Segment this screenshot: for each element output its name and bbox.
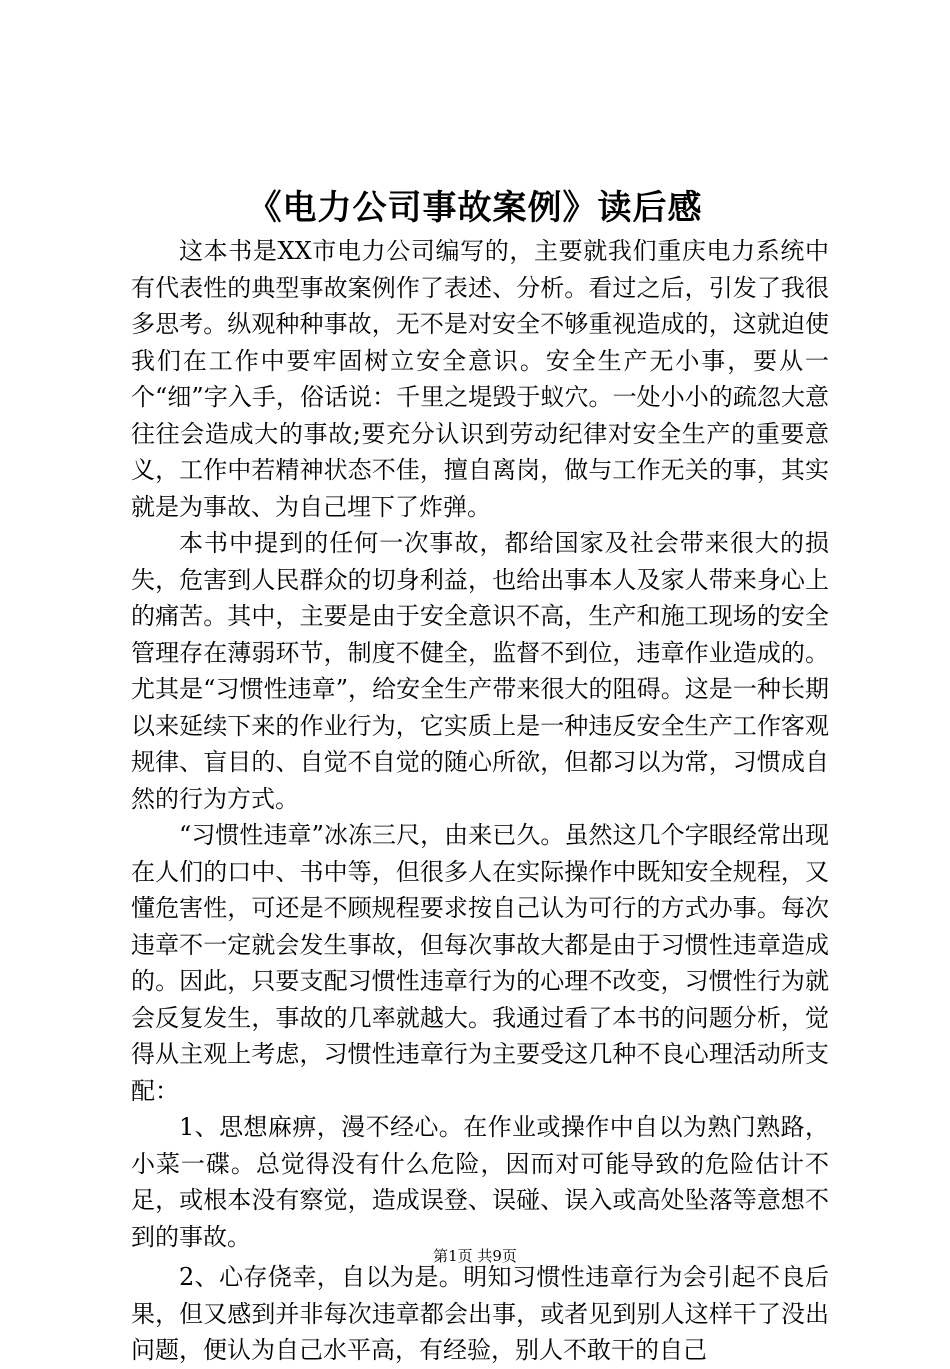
body-paragraph: 这本书是XX市电力公司编写的，主要就我们重庆电力系统中有代表性的典型事故案例作了表述、分析。看过之后，引发了我很多思考。纵观种种事故，无不是对安全不够重视造成的，这就迫使我们在工作中要牢固树立安全意识。安全生产无小事，要从一个“细”字入手，俗话说：千里之堤毁于蚁穴。一处小小的疏忽大意往往会造成大的事故;要充分认识到劳动纪律对安全生产的重要意义，工作中若精神状态不佳，擅自离岗，做与工作无关的事，其实就是为事故、为自己埋下了炸弹。 [131, 237, 829, 521]
document-title: 《电力公司事故案例》读后感 [247, 188, 703, 228]
body-paragraph: “习惯性违章”冰冻三尺，由来已久。虽然这几个字眼经常出现在人们的口中、书中等，但很多人在实际操作中既知安全规程，又懂危害性，可还是不顾规程要求按自己认为可行的方式办事。每次违章不一定就会发生事故，但每次事故大都是由于习惯性违章造成的。因此，只要支配习惯性违章行为的心理不改变，习惯性行为就会反复发生，事故的几率就越大。我通过看了本书的问题分析，觉得从主观上考虑，习惯性违章行为主要受这几种不良心理活动所支配： [131, 821, 829, 1105]
document-body [131, 233, 829, 1369]
list-item-paragraph: 1、思想麻痹，漫不经心。在作业或操作中自以为熟门熟路，小菜一碟。总觉得没有什么危险，因而对可能导致的危险估计不足，或根本没有察觉，造成误登、误碰、误入或高处坠落等意想不到的事故。 [131, 1113, 829, 1251]
body-paragraph: 本书中提到的任何一次事故，都给国家及社会带来很大的损失，危害到人民群众的切身利益，也给出事本人及家人带来身心上的痛苦。其中，主要是由于安全意识不高，生产和施工现场的安全管理存在薄弱环节，制度不健全，监督不到位，违章作业造成的。尤其是“习惯性违章”，给安全生产带来很大的阻碍。这是一种长期以来延续下来的作业行为，它实质上是一种违反安全生产工作客观规律、盲目的、自觉不自觉的随心所欲，但都习以为常，习惯成自然的行为方式。 [131, 529, 829, 813]
page-footer: 第1页 共9页 [433, 1247, 517, 1265]
list-item-paragraph: 2、心存侥幸，自以为是。明知习惯性违章行为会引起不良后果，但又感到并非每次违章都会出事，或者见到别人这样干了没出问题，便认为自己水平高，有经验，别人不敢干的自己 [131, 1263, 829, 1364]
